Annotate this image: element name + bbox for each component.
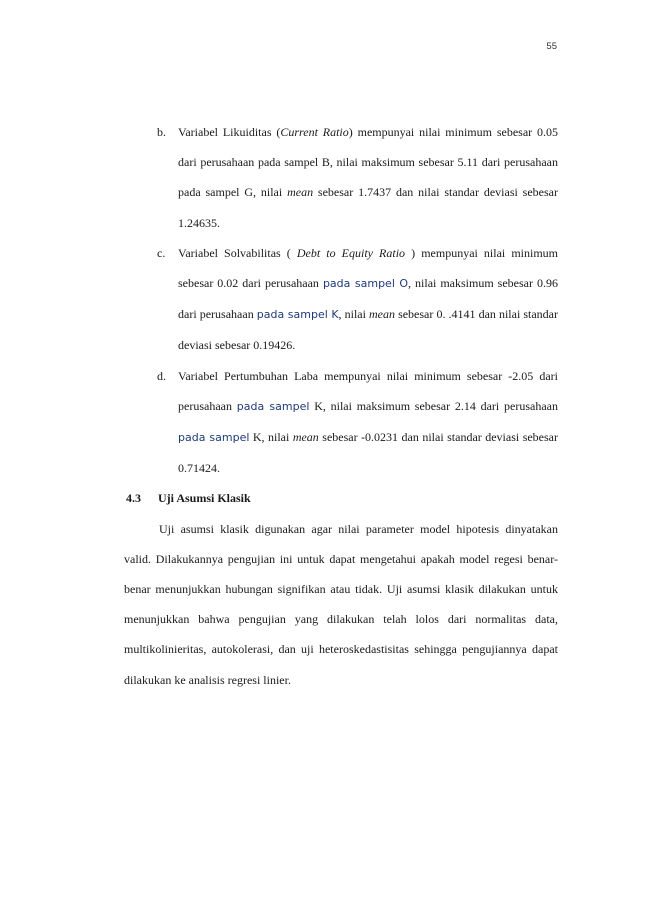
highlighted-text: pada sampel [236, 399, 310, 413]
text-run: ) mempunyai nilai minimum sebesar 0.05 dari perusahaan pada sampel B, nilai maksimum sebesar 5.11 dari perusahaan pada sampel G, nilai [178, 125, 558, 200]
list-item-text [178, 125, 558, 230]
italic-term: mean [369, 307, 395, 322]
highlighted-text: pada sampel K [256, 308, 339, 322]
text-run: , nilai maksimum sebesar 0.96 dari perusahaan [178, 276, 558, 322]
italic-term: Current Ratio [280, 125, 349, 139]
text-run: sebesar 1.7437 dan nilai standar deviasi sebesar 1.24635. [178, 185, 558, 230]
text-run: ) mempunyai nilai minimum sebesar 0.02 dari perusahaan [178, 245, 558, 291]
text-run: Variabel Solvabilitas ( [178, 245, 297, 260]
list-item-d [124, 361, 558, 484]
text-run: , nilai [338, 307, 369, 322]
page-number: 55 [546, 41, 557, 52]
section-number: 4.3 [126, 491, 141, 506]
italic-term: mean [292, 430, 319, 445]
body-paragraph: Uji asumsi klasik digunakan agar nilai parameter model hipotesis dinyatakan valid. Dilakukannya pengujian ini untuk dapat mengetahui apakah model regesi benar-benar menunjukkan hubungan signifikan atau tidak. Uji asumsi klasik dilakukan untuk menunjukkan bahwa pengujian yang dilakukan telah lolos dari normalitas data, multikolinieritas, autokolerasi, dan uji heteroskedastisitas sehingga pengujiannya dapat dilakukan ke analisis regresi linier. [124, 521, 558, 687]
section-heading [126, 483, 558, 513]
list-marker: b. [157, 125, 166, 139]
text-run: K, nilai maksimum sebesar 2.14 dari perusahaan [309, 398, 558, 413]
list-marker: c. [157, 245, 166, 260]
italic-term: Debt to Equity Ratio [296, 245, 406, 260]
list-item-text [178, 369, 558, 476]
text-run: sebesar -0.0231 dan nilai standar deviasi sebesar 0.71424. [178, 430, 559, 476]
italic-term: mean [287, 185, 314, 200]
section-title: Uji Asumsi Klasik [158, 491, 251, 506]
text-run: Variabel Pertumbuhan Laba mempunyai nilai minimum sebesar -2.05 dari perusahaan [178, 368, 558, 413]
list-item-b [124, 117, 558, 238]
highlighted-text: pada sampel [178, 431, 250, 445]
document-body [124, 117, 558, 695]
list-item-text [178, 246, 558, 353]
text-run: sebesar 0. .4141 dan nilai standar deviasi sebesar 0.19426. [178, 307, 558, 353]
text-run: K, nilai [249, 430, 293, 445]
list-marker: d. [157, 368, 166, 383]
list-item-c [124, 238, 558, 361]
text-run: Variabel Likuiditas ( [178, 125, 281, 139]
highlighted-text: pada sampel O [322, 277, 409, 291]
